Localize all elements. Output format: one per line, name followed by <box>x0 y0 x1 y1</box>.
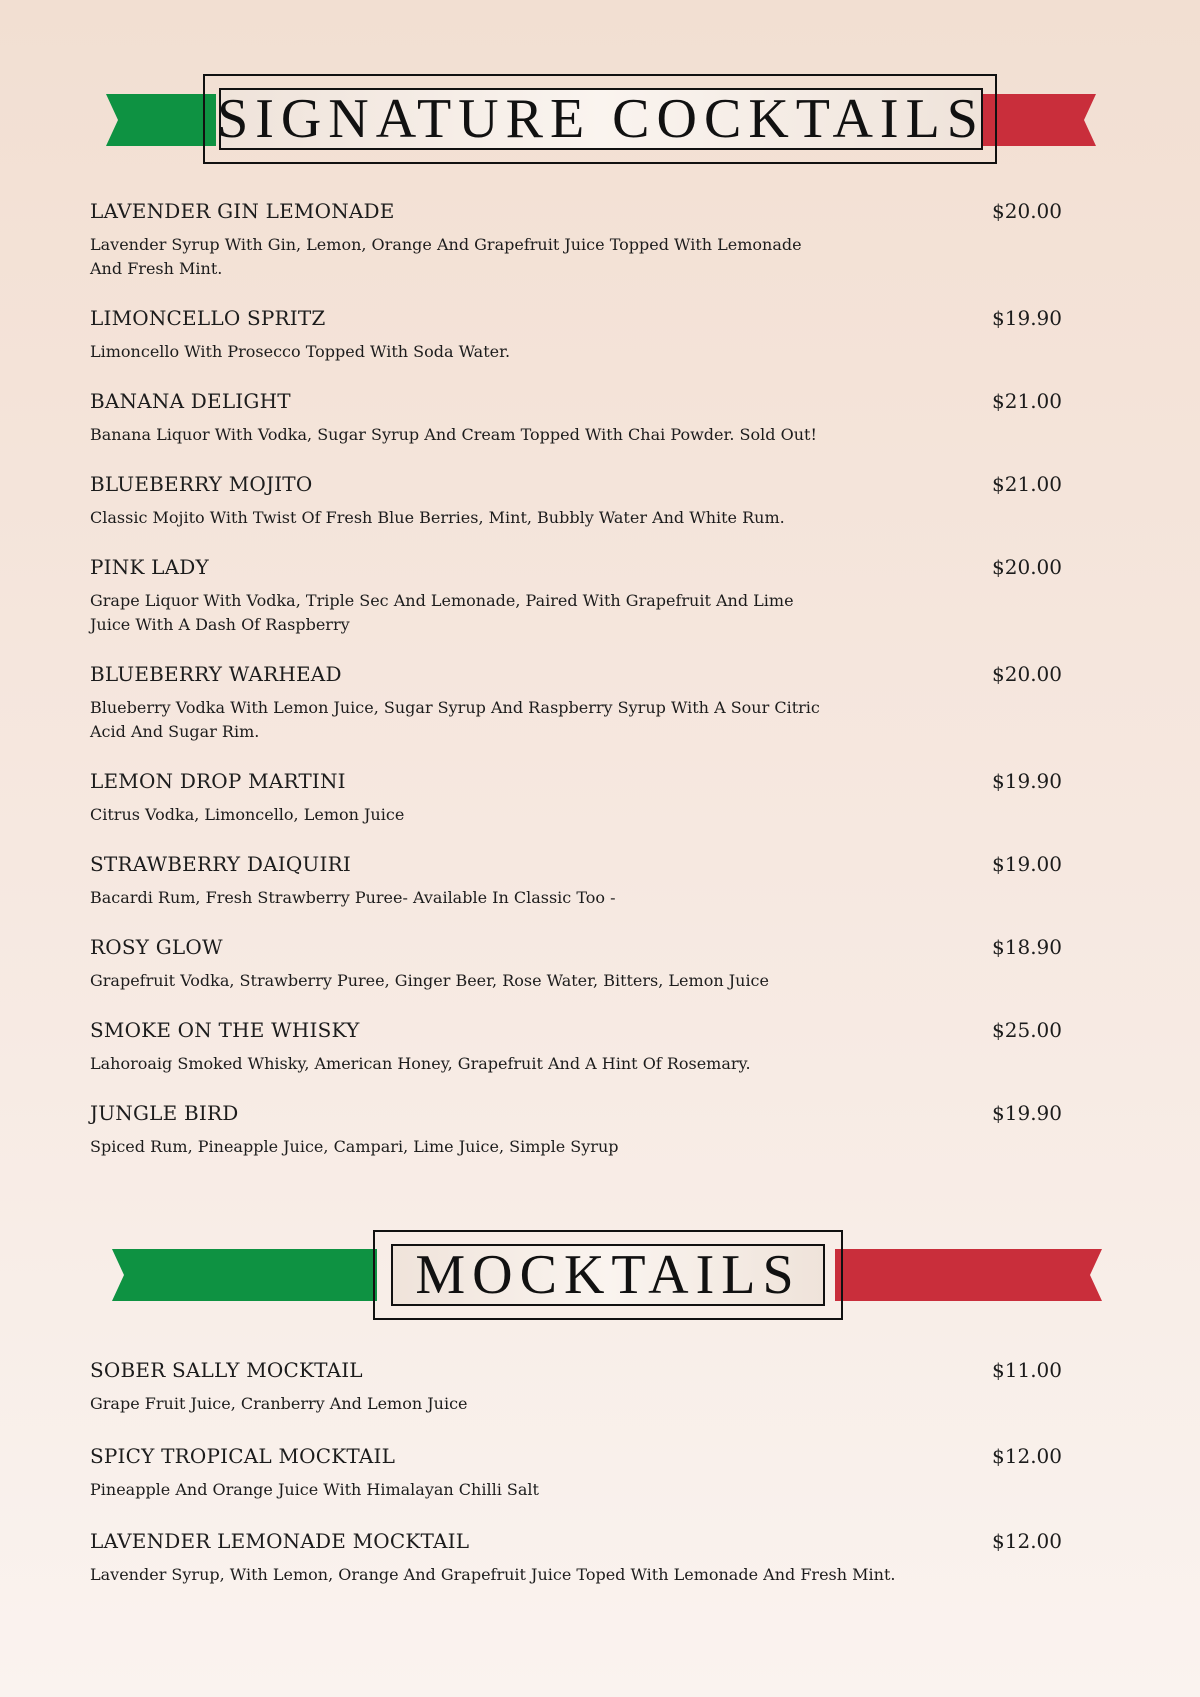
item-name: ROSY GLOW <box>90 935 223 959</box>
item-description: Lahoroaig Smoked Whisky, American Honey, Grapefruit And A Hint Of Rosemary. <box>90 1054 751 1073</box>
item-name: LAVENDER LEMONADE MOCKTAIL <box>90 1529 470 1553</box>
mocktails-banner <box>0 1230 1200 1322</box>
item-price: $20.00 <box>992 662 1062 686</box>
item-name: LIMONCELLO SPRITZ <box>90 306 326 330</box>
item-description: Limoncello With Prosecco Topped With Soda Water. <box>90 342 511 361</box>
item-price: $20.00 <box>992 199 1062 223</box>
item-description: Classic Mojito With Twist Of Fresh Blue Berries, Mint, Bubbly Water And White Rum. <box>90 508 785 527</box>
item-price: $21.00 <box>992 472 1062 496</box>
banner-inner-frame <box>219 88 983 150</box>
item-name: LEMON DROP MARTINI <box>90 769 346 793</box>
item-price: $19.90 <box>992 769 1062 793</box>
section-title: SIGNATURE COCKTAILS <box>217 88 985 150</box>
item-name: BANANA DELIGHT <box>90 389 291 413</box>
item-price: $19.90 <box>992 306 1062 330</box>
green-ribbon <box>112 1249 377 1301</box>
item-description: Banana Liquor With Vodka, Sugar Syrup And Cream Topped With Chai Powder. Sold Out! <box>90 425 817 444</box>
red-ribbon <box>835 1249 1102 1301</box>
green-ribbon <box>106 94 216 146</box>
item-description: Grape Liquor With Vodka, Triple Sec And Lemonade, Paired With Grapefruit And Lime Juice With A Dash Of Raspberry <box>90 591 794 634</box>
section-title: MOCKTAILS <box>415 1244 801 1306</box>
item-price: $25.00 <box>992 1018 1062 1042</box>
item-description: Citrus Vodka, Limoncello, Lemon Juice <box>90 805 405 824</box>
item-description: Bacardi Rum, Fresh Strawberry Puree- Available In Classic Too - <box>90 888 616 907</box>
red-ribbon <box>980 94 1096 146</box>
item-description: Spiced Rum, Pineapple Juice, Campari, Lime Juice, Simple Syrup <box>90 1137 619 1156</box>
item-price: $21.00 <box>992 389 1062 413</box>
item-description: Lavender Syrup With Gin, Lemon, Orange And Grapefruit Juice Topped With Lemonade And Fresh Mint. <box>90 235 802 278</box>
item-description: Grape Fruit Juice, Cranberry And Lemon Juice <box>90 1394 468 1413</box>
item-price: $18.90 <box>992 935 1062 959</box>
item-description: Pineapple And Orange Juice With Himalayan Chilli Salt <box>90 1480 539 1499</box>
item-price: $20.00 <box>992 555 1062 579</box>
cocktails-banner <box>0 74 1200 166</box>
item-price: $12.00 <box>992 1529 1062 1553</box>
item-name: LAVENDER GIN LEMONADE <box>90 199 395 223</box>
item-price: $12.00 <box>992 1444 1062 1468</box>
item-description: Grapefruit Vodka, Strawberry Puree, Ginger Beer, Rose Water, Bitters, Lemon Juice <box>90 971 769 990</box>
item-price: $11.00 <box>992 1358 1062 1382</box>
item-name: SPICY TROPICAL MOCKTAIL <box>90 1444 396 1468</box>
banner-inner-frame <box>391 1244 825 1306</box>
item-name: SOBER SALLY MOCKTAIL <box>90 1358 363 1382</box>
item-price: $19.00 <box>992 852 1062 876</box>
item-name: SMOKE ON THE WHISKY <box>90 1018 360 1042</box>
item-description: Lavender Syrup, With Lemon, Orange And Grapefruit Juice Toped With Lemonade And Fresh Mint. <box>90 1565 896 1584</box>
item-name: JUNGLE BIRD <box>90 1101 239 1125</box>
item-name: BLUEBERRY MOJITO <box>90 472 313 496</box>
item-name: STRAWBERRY DAIQUIRI <box>90 852 351 876</box>
item-price: $19.90 <box>992 1101 1062 1125</box>
item-description: Blueberry Vodka With Lemon Juice, Sugar Syrup And Raspberry Syrup With A Sour Citric Acid And Sugar Rim. <box>90 698 820 741</box>
item-name: PINK LADY <box>90 555 209 579</box>
item-name: BLUEBERRY WARHEAD <box>90 662 342 686</box>
